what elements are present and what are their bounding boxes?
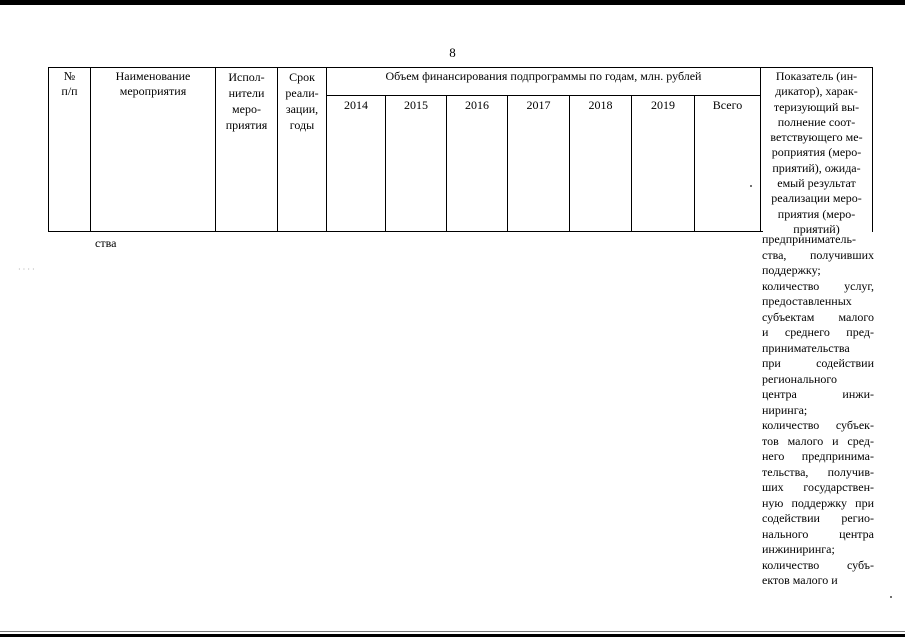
col-line — [507, 95, 508, 232]
indicator-line: нального центра — [762, 526, 874, 541]
header-year-2016: 2016 — [465, 98, 489, 112]
header-funding-volume: Объем финансирования подпрограммы по годам, млн. рублей — [385, 69, 702, 83]
header-top-line — [48, 67, 873, 68]
header-year-2019: 2019 — [651, 98, 675, 112]
col-line — [872, 67, 873, 232]
indicator-line: ниринга; — [762, 402, 808, 417]
col-line — [385, 95, 386, 232]
indicator-line: субъектам малого — [762, 309, 874, 324]
col-line — [446, 95, 447, 232]
indicator-continuation — [762, 232, 874, 589]
indicator-line: принимательства — [762, 340, 850, 355]
col-line — [569, 95, 570, 232]
header-year-2014: 2014 — [344, 98, 368, 112]
indicator-line: центра инжи- — [762, 387, 874, 401]
header-indicator: Показатель (ин- дикатор), харак- теризующий вы- полнение соот- ветствующего ме- роприятия (меро- приятий), ожида- емый результат реализации меро- приятия (меро- приятий) — [770, 69, 863, 236]
indicator-line: при содействии — [762, 356, 874, 370]
indicator-line: количество услуг, — [762, 278, 874, 293]
table-header — [48, 67, 873, 236]
bottom-fine-line — [0, 631, 905, 632]
indicator-line: предприниматель- — [762, 232, 856, 246]
header-measure-name: Наименование мероприятия — [115, 69, 191, 98]
indicator-line: инжиниринга; — [762, 542, 835, 556]
col-line — [631, 95, 632, 232]
indicator-line: количество субъ- — [762, 557, 874, 572]
indicator-line: содействии регио- — [762, 511, 874, 525]
indicator-line: ектов малого и — [762, 573, 838, 587]
scan-speck — [890, 596, 892, 598]
indicator-line: количество субъек- — [762, 418, 874, 432]
indicator-line: предоставленных — [762, 294, 852, 308]
header-year-2015: 2015 — [404, 98, 428, 112]
indicator-line: тельства, получив- — [762, 464, 874, 479]
header-executors: Испол- нители меро- приятия — [225, 70, 268, 132]
indicator-line: регионального — [762, 371, 838, 386]
indicator-line: ную поддержку при — [762, 495, 874, 510]
indicator-line: него предпринима- — [762, 449, 874, 463]
header-term: Срок реали- зации, годы — [285, 70, 319, 132]
header-total: Всего — [712, 98, 743, 112]
scan-speck — [750, 185, 752, 187]
top-border — [0, 0, 905, 5]
indicator-line: поддержку; — [762, 263, 821, 277]
indicator-line: ства, получивших — [762, 247, 874, 262]
measure-name-continuation: ства — [95, 236, 117, 250]
bottom-border — [0, 634, 905, 637]
page-number: 8 — [449, 45, 456, 60]
col-line — [694, 95, 695, 232]
header-year-2017: 2017 — [526, 98, 551, 112]
header-number: № п/п — [61, 69, 78, 98]
indicator-line: ших государствен- — [762, 480, 874, 494]
col-line — [326, 67, 327, 232]
header-bottom-line — [48, 231, 763, 232]
indicator-line: тов малого и сред- — [762, 433, 874, 448]
scan-dots: ···· — [18, 265, 37, 274]
indicator-line: и среднего пред- — [762, 325, 874, 339]
header-year-2018: 2018 — [588, 98, 613, 112]
